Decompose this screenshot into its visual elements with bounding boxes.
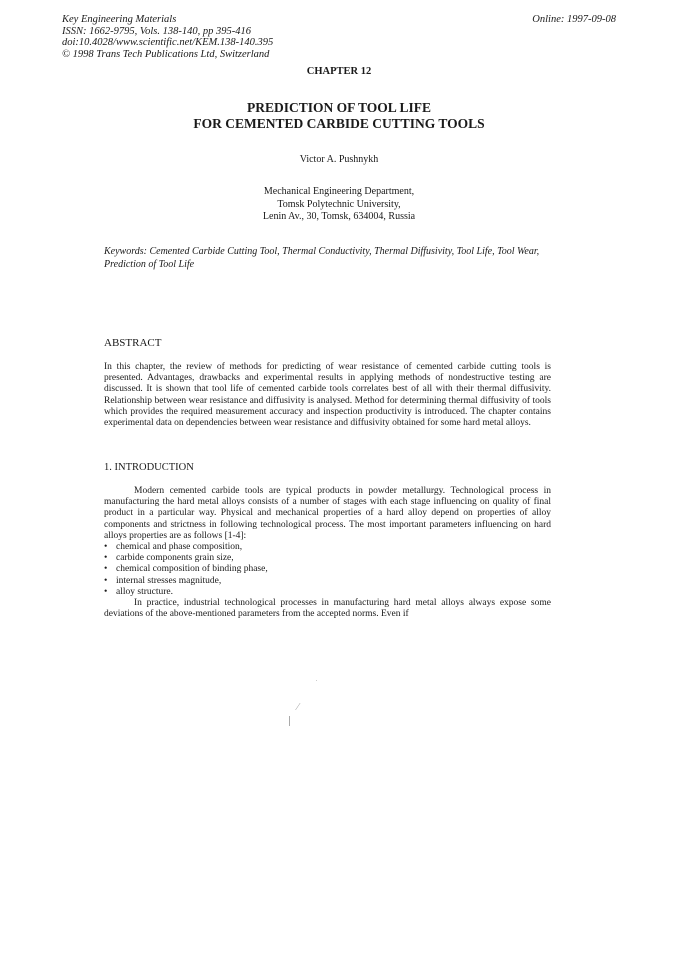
- list-item: • chemical composition of binding phase,: [116, 564, 551, 575]
- scan-artifact: [316, 680, 317, 681]
- affiliation-line-1: Mechanical Engineering Department,: [263, 186, 415, 197]
- copyright-line: © 1998 Trans Tech Publications Ltd, Switzerland: [62, 48, 270, 60]
- list-item: • alloy structure.: [116, 587, 551, 598]
- introduction-heading: 1. INTRODUCTION: [104, 462, 194, 473]
- list-item: • carbide components grain size,: [116, 553, 551, 564]
- journal-header: [62, 14, 273, 60]
- intro-paragraph-1: Modern cemented carbide tools are typical products in powder metallurgy. Technological process in manufacturing the hard metal alloys consists of a number of stages with each stage influencing on quality of final product in a particular way. Physical and mechanical properties of a hard alloy depend on properties of alloy components and strictness in following technological process. The most important parameters influencing on hard alloys properties are as follows [1-4]:: [104, 486, 551, 541]
- online-date: Online: 1997-09-08: [532, 14, 616, 25]
- list-item: • internal stresses magnitude,: [116, 576, 551, 587]
- title-line-2: FOR CEMENTED CARBIDE CUTTING TOOLS: [193, 115, 485, 131]
- scan-artifact: [289, 716, 290, 726]
- title-line-1: PREDICTION OF TOOL LIFE: [247, 100, 431, 115]
- doi-line: doi:10.4028/www.scientific.net/KEM.138-140.395: [62, 37, 274, 48]
- keywords: Keywords: Cemented Carbide Cutting Tool, Thermal Conductivity, Thermal Diffusivity, Tool Life, Tool Wear, Prediction of Tool Life: [104, 246, 540, 270]
- abstract-text: In this chapter, the review of methods for predicting of wear resistance of cemented carbide cutting tools is presented. Advantages, drawbacks and experimental results in applying methods of nondestructive testing are discussed. It is shown that tool life of cemented carbide tools correlates best of all with their thermal diffusivity. Relationship between wear resistance and diffusivity is analysed. Method for determining thermal diffusivity of tools which provides the required measurement accuracy and inspection productivity is introduced. The chapter contains experimental data on dependencies between wear resistance and diffusivity obtained for some hard metal alloys.: [104, 362, 551, 429]
- affiliation-line-3: Lenin Av., 30, Tomsk, 634004, Russia: [262, 211, 416, 222]
- issn-line: ISSN: 1662-9795, Vols. 138-140, pp 395-416: [62, 25, 251, 37]
- list-item: • chemical and phase composition,: [116, 542, 551, 553]
- abstract-heading: ABSTRACT: [104, 337, 162, 349]
- paper-title: [0, 100, 678, 131]
- affiliation: [0, 186, 678, 224]
- intro-paragraph-2: In practice, industrial technological processes in manufacturing hard metal alloys always expose some deviations of the above-mentioned parameters from the accepted norms. Even if: [104, 598, 551, 620]
- affiliation-line-2: Tomsk Polytechnic University,: [277, 198, 401, 210]
- scan-artifact: ⁄: [297, 702, 299, 713]
- introduction-body: [104, 486, 551, 620]
- chapter-label: CHAPTER 12: [306, 66, 372, 77]
- parameter-list: [104, 542, 551, 598]
- journal-name: Key Engineering Materials: [62, 14, 177, 25]
- author-name: Victor A. Pushnykh: [299, 154, 379, 165]
